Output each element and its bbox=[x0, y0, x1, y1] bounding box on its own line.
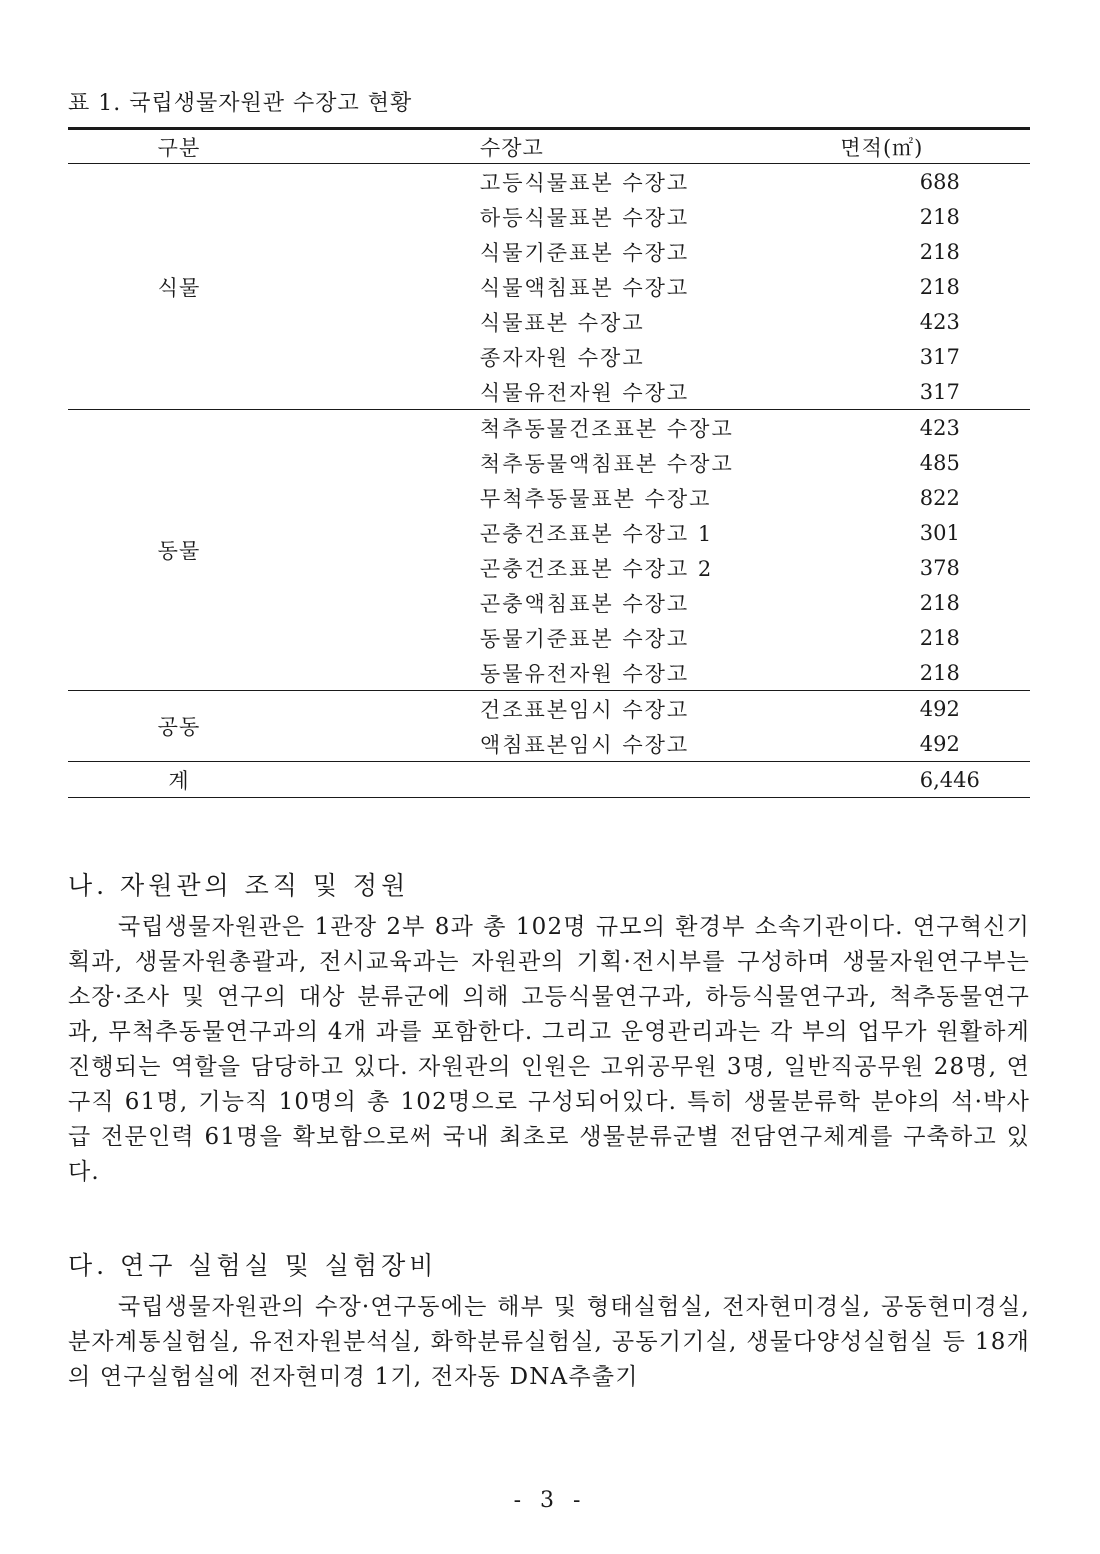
area-cell: 301 bbox=[919, 520, 960, 545]
area-cell: 423 bbox=[919, 415, 960, 440]
section-heading-laboratory: 다. 연구 실험실 및 실험장비 bbox=[68, 1251, 438, 1280]
storage-name-cell: 곤충액침표본 수장고 bbox=[479, 591, 690, 616]
table-body bbox=[68, 164, 1030, 798]
header-storage: 수장고 bbox=[290, 129, 734, 164]
total-area: 6,446 bbox=[734, 762, 1030, 798]
table-header-row bbox=[68, 129, 1030, 164]
storage-name-cell: 하등식물표본 수장고 bbox=[479, 205, 690, 230]
storage-name-cell: 식물액침표본 수장고 bbox=[479, 275, 690, 300]
total-row bbox=[68, 762, 1030, 798]
storage-name-cell: 척추동물건조표본 수장고 bbox=[479, 416, 734, 441]
storage-name-cell: 고등식물표본 수장고 bbox=[479, 170, 690, 195]
section-body-laboratory: 국립생물자원관의 수장·연구동에는 해부 및 형태실험실, 전자현미경실, 공동현미경실, 분자계통실험실, 유전자원분석실, 화학분류실험실, 공동기기실, 생물다양성실험실 등 18개의 연구실험실에 전자현미경 1기, 전자동 DNA추출기 bbox=[68, 1294, 1030, 1390]
storage-name-cell: 식물표본 수장고 bbox=[479, 310, 645, 335]
category-cell: 식물 bbox=[68, 164, 290, 410]
storage-name-cell: 척추동물액침표본 수장고 bbox=[479, 451, 734, 476]
area-cell: 492 bbox=[734, 726, 1030, 762]
area-cell: 492 bbox=[919, 696, 960, 721]
table-row bbox=[68, 410, 1030, 446]
area-cell: 218 bbox=[919, 590, 960, 615]
area-cell: 378 bbox=[919, 555, 960, 580]
storage-name-cell: 곤충건조표본 수장고 1 bbox=[479, 521, 714, 546]
area-cell: 218 bbox=[919, 204, 960, 229]
header-category: 구분 bbox=[68, 129, 290, 164]
area-cell: 218 bbox=[734, 655, 1030, 691]
storage-name-cell: 식물유전자원 수장고 bbox=[290, 374, 734, 410]
area-cell: 317 bbox=[734, 374, 1030, 410]
area-cell: 218 bbox=[919, 274, 960, 299]
storage-name-cell: 액침표본임시 수장고 bbox=[290, 726, 734, 762]
section-body-organization: 국립생물자원관은 1관장 2부 8과 총 102명 규모의 환경부 소속기관이다. 연구혁신기획과, 생물자원총괄과, 전시교육과는 자원관의 기획·전시부를 구성하며 생물자원연구부는 소장·조사 및 연구의 대상 분류군에 의해 고등식물연구과, 하등식물연구과, 척추동물연구과, 무척추동물연구과의 4개 과를 포함한다. 그리고 운영관리과는 각 부의 업무가 원활하게 진행되는 역할을 담당하고 있다. 자원관의 인원은 고위공무원 3명, 일반직공무원 28명, 연구직 61명, 기능직 10명의 총 102명으로 구성되어있다. 특히 생물분류학 분야의 석·박사급 전문인력 61명을 확보함으로써 국내 최초로 생물분류군별 전담연구체계를 구축하고 있다. bbox=[68, 914, 1030, 1185]
page-number: - 3 - bbox=[513, 1488, 587, 1513]
category-cell: 동물 bbox=[68, 410, 290, 691]
storage-name-cell: 동물기준표본 수장고 bbox=[479, 626, 690, 651]
area-cell: 218 bbox=[919, 239, 960, 264]
storage-name-cell: 종자자원 수장고 bbox=[479, 345, 645, 370]
storage-table bbox=[68, 127, 1030, 798]
storage-name-cell: 곤충건조표본 수장고 2 bbox=[479, 556, 714, 581]
area-cell: 688 bbox=[919, 169, 960, 194]
total-label: 계 bbox=[68, 762, 290, 798]
storage-name-cell: 식물기준표본 수장고 bbox=[479, 240, 690, 265]
area-cell: 822 bbox=[919, 485, 960, 510]
storage-name-cell: 무척추동물표본 수장고 bbox=[479, 486, 712, 511]
table-row bbox=[68, 164, 1030, 200]
table-caption: 표 1. 국립생물자원관 수장고 현황 bbox=[68, 91, 413, 116]
total-empty-cell bbox=[290, 762, 734, 798]
storage-name-cell: 동물유전자원 수장고 bbox=[290, 655, 734, 691]
header-area: 면적(㎡) bbox=[734, 129, 1030, 164]
area-cell: 485 bbox=[919, 450, 960, 475]
category-cell: 공동 bbox=[68, 691, 290, 762]
table-row bbox=[68, 691, 1030, 727]
section-heading-organization: 나. 자원관의 조직 및 정원 bbox=[68, 871, 410, 900]
area-cell: 218 bbox=[919, 625, 960, 650]
area-cell: 317 bbox=[919, 344, 960, 369]
area-cell: 423 bbox=[919, 309, 960, 334]
storage-name-cell: 건조표본임시 수장고 bbox=[479, 697, 690, 722]
